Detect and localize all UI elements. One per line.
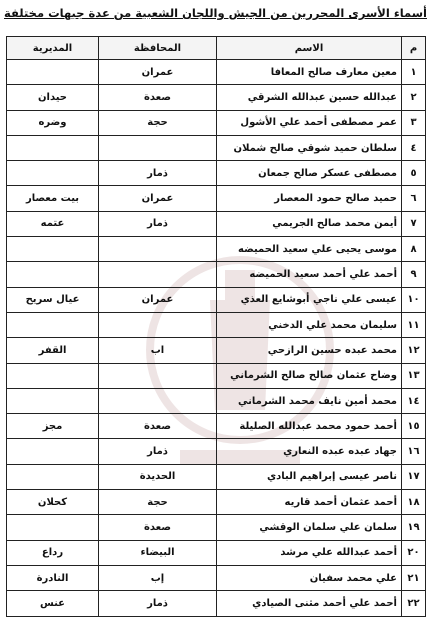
row-governorate: اب <box>99 338 217 363</box>
row-name: سلطان حميد شوقي صالح شملان <box>217 135 402 160</box>
row-directorate: عتمه <box>7 211 99 236</box>
row-num: ١٠ <box>402 287 426 312</box>
row-num: ٧ <box>402 211 426 236</box>
row-directorate: رداع <box>7 540 99 565</box>
table-row <box>7 591 426 616</box>
prisoners-table <box>6 36 426 617</box>
row-directorate <box>7 135 99 160</box>
table-row <box>7 439 426 464</box>
row-directorate <box>7 237 99 262</box>
row-name: علي محمد سفيان <box>217 565 402 590</box>
row-num: ٢ <box>402 85 426 110</box>
row-num: ١٦ <box>402 439 426 464</box>
row-num: ١٤ <box>402 388 426 413</box>
row-num: ١١ <box>402 312 426 337</box>
row-name: ناصر عيسى إبراهيم البادي <box>217 464 402 489</box>
row-name: مصطفى عسكر صالح جمعان <box>217 161 402 186</box>
row-num: ١٥ <box>402 414 426 439</box>
row-directorate <box>7 515 99 540</box>
row-directorate: حيدان <box>7 85 99 110</box>
row-name: معين معارف صالح المعافا <box>217 60 402 85</box>
row-governorate: ذمار <box>99 439 217 464</box>
row-num: ٩ <box>402 262 426 287</box>
table-row <box>7 565 426 590</box>
row-governorate: ذمار <box>99 211 217 236</box>
table-row <box>7 312 426 337</box>
row-num: ١٨ <box>402 490 426 515</box>
row-name: أحمد عثمان أحمد قاريه <box>217 490 402 515</box>
row-directorate <box>7 262 99 287</box>
row-name: جهاد عبده عبده النعاري <box>217 439 402 464</box>
table-row <box>7 363 426 388</box>
row-governorate: صعدة <box>99 85 217 110</box>
row-directorate <box>7 363 99 388</box>
row-name: موسى يحيى علي سعيد الحميضه <box>217 237 402 262</box>
row-directorate: عيال سريح <box>7 287 99 312</box>
table-row <box>7 464 426 489</box>
table-row <box>7 414 426 439</box>
row-governorate <box>99 262 217 287</box>
row-directorate: القفر <box>7 338 99 363</box>
row-name: أيمن محمد صالح الجريمي <box>217 211 402 236</box>
row-directorate: كحلان <box>7 490 99 515</box>
table-row <box>7 515 426 540</box>
table-row <box>7 161 426 186</box>
row-num: ٢١ <box>402 565 426 590</box>
row-directorate <box>7 60 99 85</box>
table-body <box>7 60 426 617</box>
table-row <box>7 237 426 262</box>
row-governorate: حجة <box>99 490 217 515</box>
row-directorate: مجز <box>7 414 99 439</box>
row-name: عيسى علي ناجي أبوشايع العذي <box>217 287 402 312</box>
row-governorate: حجة <box>99 110 217 135</box>
row-governorate <box>99 312 217 337</box>
row-governorate: الحديدة <box>99 464 217 489</box>
header-governorate: المحافظة <box>99 37 217 60</box>
row-governorate: عمران <box>99 60 217 85</box>
row-name: عبدالله حسين عبدالله الشرقي <box>217 85 402 110</box>
row-governorate <box>99 363 217 388</box>
table-row <box>7 338 426 363</box>
row-name: حميد صالح حمود المعصار <box>217 186 402 211</box>
row-governorate: عمران <box>99 186 217 211</box>
row-num: ٢٠ <box>402 540 426 565</box>
row-governorate <box>99 388 217 413</box>
row-directorate: وضره <box>7 110 99 135</box>
row-num: ١٢ <box>402 338 426 363</box>
table-header-row <box>7 37 426 60</box>
row-governorate: ذمار <box>99 591 217 616</box>
row-directorate: عنس <box>7 591 99 616</box>
row-num: ٤ <box>402 135 426 160</box>
row-governorate: صعدة <box>99 515 217 540</box>
row-name: محمد عبده حسين الرازحي <box>217 338 402 363</box>
row-directorate: النادرة <box>7 565 99 590</box>
row-num: ١٣ <box>402 363 426 388</box>
row-governorate: البيضاء <box>99 540 217 565</box>
row-directorate <box>7 464 99 489</box>
row-governorate: إب <box>99 565 217 590</box>
header-directorate: المديرية <box>7 37 99 60</box>
header-name: الاسم <box>217 37 402 60</box>
row-governorate: ذمار <box>99 161 217 186</box>
table-row <box>7 490 426 515</box>
row-num: ١٧ <box>402 464 426 489</box>
row-name: سلمان علي سلمان الوقشي <box>217 515 402 540</box>
row-num: ٣ <box>402 110 426 135</box>
table-row <box>7 287 426 312</box>
row-num: ٢٢ <box>402 591 426 616</box>
table-row <box>7 85 426 110</box>
row-directorate <box>7 439 99 464</box>
table-row <box>7 110 426 135</box>
table-row <box>7 60 426 85</box>
row-governorate <box>99 135 217 160</box>
row-name: أحمد علي أحمد مثنى الصيادي <box>217 591 402 616</box>
row-num: ٥ <box>402 161 426 186</box>
row-num: ١٩ <box>402 515 426 540</box>
row-directorate <box>7 161 99 186</box>
header-num: م <box>402 37 426 60</box>
row-directorate <box>7 312 99 337</box>
row-directorate <box>7 388 99 413</box>
table-row <box>7 211 426 236</box>
row-name: أحمد حمود محمد عبدالله الصليلة <box>217 414 402 439</box>
row-name: وضاح عثمان صالح صالح الشرماني <box>217 363 402 388</box>
table-row <box>7 262 426 287</box>
row-name: أحمد علي أحمد سعيد الحميضه <box>217 262 402 287</box>
row-directorate: بيت معصار <box>7 186 99 211</box>
row-governorate: صعدة <box>99 414 217 439</box>
page-title: أسماء الأسرى المحررين من الجيش واللجان الشعبية من عدة جبهات مختلفة <box>4 6 427 20</box>
table-row <box>7 388 426 413</box>
table-row <box>7 135 426 160</box>
table-row <box>7 540 426 565</box>
row-num: ٨ <box>402 237 426 262</box>
row-name: محمد أمين نايف محمد الشرماني <box>217 388 402 413</box>
row-name: عمر مصطفى أحمد علي الأشول <box>217 110 402 135</box>
row-name: أحمد عبدالله علي مرشد <box>217 540 402 565</box>
table-row <box>7 186 426 211</box>
row-num: ١ <box>402 60 426 85</box>
row-num: ٦ <box>402 186 426 211</box>
row-name: سليمان محمد علي الدخني <box>217 312 402 337</box>
row-governorate: عمران <box>99 287 217 312</box>
row-governorate <box>99 237 217 262</box>
